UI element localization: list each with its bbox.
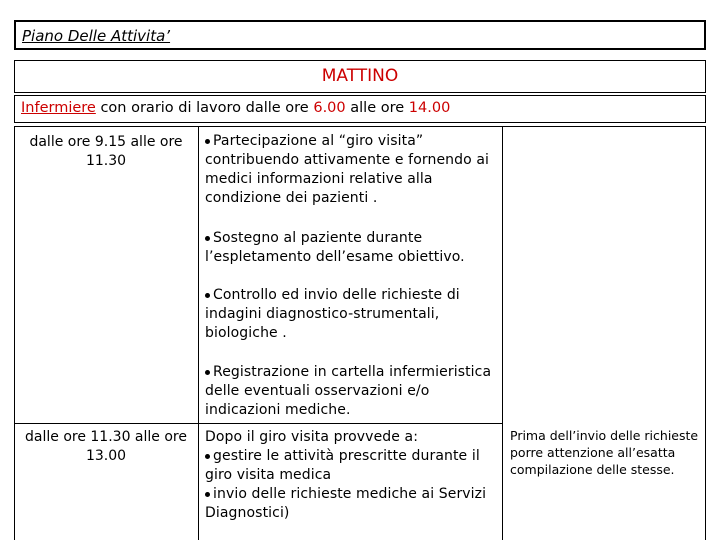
time-slot-2: dalle ore 11.30 alle ore 13.00	[25, 429, 187, 464]
column-divider	[502, 126, 503, 540]
start-time: 6.00	[313, 100, 346, 116]
bullet-icon	[205, 454, 210, 459]
info-box	[14, 95, 706, 123]
time-slot-1: dalle ore 9.15 alle ore 11.30	[29, 134, 183, 169]
title-box	[14, 20, 706, 50]
activity-block	[205, 428, 500, 523]
activity-item: Registrazione in cartella infermieristica delle eventuali osservazioni e/o indicazioni mediche.	[205, 364, 492, 418]
info-and: alle ore	[345, 100, 409, 116]
row-divider	[14, 423, 503, 424]
activity-item: Sostegno al paziente durante l’espletamento dell’esame obiettivo.	[205, 230, 465, 265]
activity-item: invio delle richieste mediche ai Servizi Diagnostici)	[205, 486, 487, 521]
info-text: con orario di lavoro dalle ore	[95, 100, 314, 116]
shift-header-box	[14, 60, 706, 93]
role-label: Infermiere	[21, 100, 96, 116]
end-time: 14.00	[408, 100, 451, 116]
note-text: Prima dell’invio delle richieste porre attenzione all’esatta compilazione delle stesse.	[510, 428, 699, 477]
activity-intro: Dopo il giro visita provvede a:	[205, 429, 419, 445]
activity-item: Partecipazione al “giro visita” contribuendo attivamente e fornendo ai medici informazioni relative alla condizione dei pazienti .	[205, 133, 490, 206]
shift-title: MATTINO	[321, 66, 399, 86]
bullet-icon	[205, 293, 210, 298]
page-title: Piano Delle Attivita’	[22, 27, 171, 45]
bullet-icon	[205, 139, 210, 144]
column-divider	[198, 126, 199, 540]
activity-item: Controllo ed invio delle richieste di indagini diagnostico-strumentali, biologiche .	[205, 287, 460, 341]
bullet-icon	[205, 492, 210, 497]
bullet-icon	[205, 236, 210, 241]
activity-item: gestire le attività prescritte durante il giro visita medica	[205, 448, 480, 483]
info-line	[21, 100, 450, 116]
bullet-icon	[205, 370, 210, 375]
